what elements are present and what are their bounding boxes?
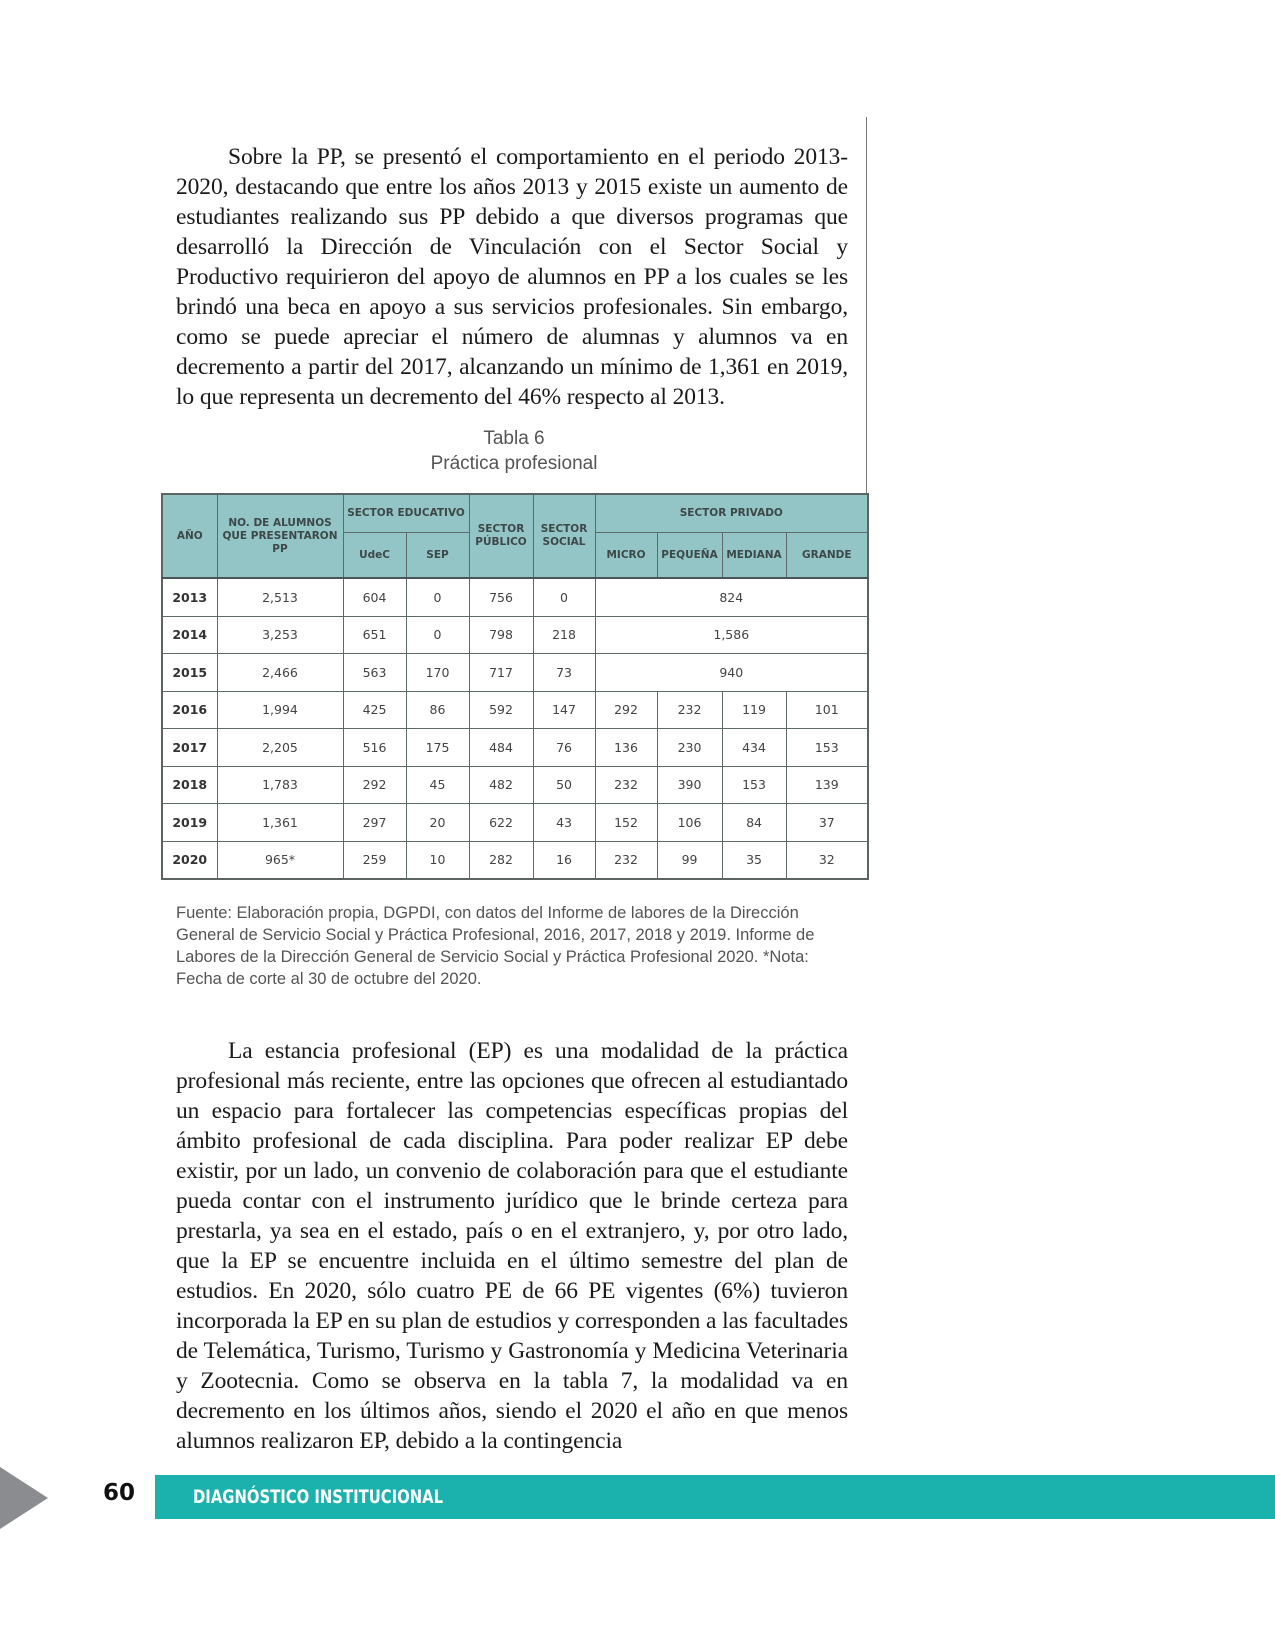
header-students: NO. DE ALUMNOS QUE PRESENTARON PP (217, 494, 343, 578)
cell-sep: 45 (406, 766, 469, 804)
cell-sep: 175 (406, 729, 469, 767)
cell-privado-total: 824 (595, 578, 868, 616)
cell-micro: 232 (595, 841, 657, 879)
cell-sep: 170 (406, 654, 469, 692)
table-row (162, 616, 868, 654)
cell-sep: 86 (406, 691, 469, 729)
header-sep: SEP (406, 533, 469, 579)
cell-pequena: 390 (657, 766, 722, 804)
cell-sep: 0 (406, 578, 469, 616)
cell-udec: 604 (343, 578, 406, 616)
cell-micro: 152 (595, 804, 657, 842)
header-sector-publico: SECTOR PÚBLICO (469, 494, 533, 578)
cell-students: 965* (217, 841, 343, 879)
header-udec: UdeC (343, 533, 406, 579)
cell-year: 2017 (162, 729, 217, 767)
cell-students: 1,994 (217, 691, 343, 729)
cell-publico: 622 (469, 804, 533, 842)
cell-udec: 651 (343, 616, 406, 654)
page-number: 60 (103, 1480, 136, 1506)
table-row (162, 578, 868, 616)
cell-udec: 516 (343, 729, 406, 767)
cell-sep: 0 (406, 616, 469, 654)
cell-grande: 139 (786, 766, 868, 804)
cell-year: 2018 (162, 766, 217, 804)
cell-grande: 153 (786, 729, 868, 767)
cell-mediana: 119 (722, 691, 786, 729)
cell-social: 147 (533, 691, 595, 729)
cell-micro: 136 (595, 729, 657, 767)
estancia-paragraph: La estancia profesional (EP) es una modalidad de la práctica profesional más reciente, entre las opciones que ofrecen al estudiantado un espacio para fortalecer las competencias específicas propias del ámbito profesional de cada disciplina. Para poder realizar EP debe existir, por un lado, un convenio de colaboración para que el estudiante pueda contar con el instrumento jurídico que le brinde certeza para prestarla, ya sea en el estado, país o en el extranjero, y, por otro lado, que la EP se encuentre incluida en el último semestre del plan de estudios. En 2020, sólo cuatro PE de 66 PE vigentes (6%) tuvieron incorporada la EP en su plan de estudios y corresponden a las facultades de Telemática, Turismo, Turismo y Gastronomía y Medicina Veterinaria y Zootecnia. Como se observa en la tabla 7, la modalidad va en decremento en los últimos años, siendo el 2020 el año en que menos alumnos realizaron EP, debido a la contingencia (176, 1037, 848, 1454)
cell-year: 2013 (162, 578, 217, 616)
cell-year: 2020 (162, 841, 217, 879)
header-sector-educativo: SECTOR EDUCATIVO (343, 494, 469, 533)
cell-publico: 282 (469, 841, 533, 879)
cell-publico: 756 (469, 578, 533, 616)
cell-micro: 232 (595, 766, 657, 804)
table-caption-number: Tabla 6 (483, 428, 545, 449)
cell-students: 2,205 (217, 729, 343, 767)
cell-publico: 798 (469, 616, 533, 654)
cell-micro: 292 (595, 691, 657, 729)
cell-social: 73 (533, 654, 595, 692)
cell-mediana: 35 (722, 841, 786, 879)
cell-publico: 482 (469, 766, 533, 804)
cell-mediana: 84 (722, 804, 786, 842)
cell-year: 2019 (162, 804, 217, 842)
cell-social: 76 (533, 729, 595, 767)
cell-pequena: 99 (657, 841, 722, 879)
cell-mediana: 434 (722, 729, 786, 767)
cell-privado-total: 940 (595, 654, 868, 692)
cell-sep: 10 (406, 841, 469, 879)
cell-udec: 297 (343, 804, 406, 842)
table-row (162, 804, 868, 842)
cell-publico: 592 (469, 691, 533, 729)
table-caption-title: Práctica profesional (430, 453, 598, 474)
table-row (162, 654, 868, 692)
cell-sep: 20 (406, 804, 469, 842)
cell-social: 218 (533, 616, 595, 654)
header-sector-social: SECTOR SOCIAL (533, 494, 595, 578)
cell-social: 50 (533, 766, 595, 804)
cell-students: 1,361 (217, 804, 343, 842)
footer-section-bar (155, 1475, 1275, 1519)
table-row (162, 766, 868, 804)
cell-students: 2,513 (217, 578, 343, 616)
cell-grande: 37 (786, 804, 868, 842)
cell-publico: 484 (469, 729, 533, 767)
cell-grande: 101 (786, 691, 868, 729)
cell-year: 2016 (162, 691, 217, 729)
table-row (162, 691, 868, 729)
table-row (162, 841, 868, 879)
cell-pequena: 106 (657, 804, 722, 842)
table-row (162, 729, 868, 767)
cell-year: 2015 (162, 654, 217, 692)
header-pequena: PEQUEÑA (657, 533, 722, 579)
cell-mediana: 153 (722, 766, 786, 804)
cell-pequena: 230 (657, 729, 722, 767)
cell-students: 1,783 (217, 766, 343, 804)
cell-privado-total: 1,586 (595, 616, 868, 654)
cell-publico: 717 (469, 654, 533, 692)
cell-pequena: 232 (657, 691, 722, 729)
cell-udec: 259 (343, 841, 406, 879)
cell-udec: 292 (343, 766, 406, 804)
cell-social: 43 (533, 804, 595, 842)
triangle-marker-icon (0, 1467, 48, 1529)
header-micro: MICRO (595, 533, 657, 579)
header-mediana: MEDIANA (722, 533, 786, 579)
cell-udec: 425 (343, 691, 406, 729)
header-sector-privado: SECTOR PRIVADO (595, 494, 868, 533)
table-source-note: Fuente: Elaboración propia, DGPDI, con datos del Informe de labores de la Dirección General de Servicio Social y Práctica Profesional, 2016, 2017, 2018 y 2019. Informe de Labores de la Dirección General de Servicio Social y Práctica Profesional 2020. *Nota: Fecha de corte al 30 de octubre del 2020. (176, 904, 815, 988)
cell-year: 2014 (162, 616, 217, 654)
cell-students: 3,253 (217, 616, 343, 654)
header-grande: GRANDE (786, 533, 868, 579)
cell-social: 16 (533, 841, 595, 879)
intro-paragraph: Sobre la PP, se presentó el comportamiento en el periodo 2013-2020, destacando que entre los años 2013 y 2015 existe un aumento de estudiantes realizando sus PP debido a que diversos programas que desarrolló la Dirección de Vinculación con el Sector Social y Productivo requirieron del apoyo de alumnos en PP a los cuales se les brindó una beca en apoyo a sus servicios profesionales. Sin embargo, como se puede apreciar el número de alumnas y alumnos va en decremento a partir del 2017, alcanzando un mínimo de 1,361 en 2019, lo que representa un decremento del 46% respecto al 2013. (176, 143, 848, 410)
cell-students: 2,466 (217, 654, 343, 692)
practica-profesional-table (161, 493, 869, 880)
cell-udec: 563 (343, 654, 406, 692)
cell-grande: 32 (786, 841, 868, 879)
footer-section-title: DIAGNÓSTICO INSTITUCIONAL (193, 1486, 444, 1508)
header-year: AÑO (162, 494, 217, 578)
cell-social: 0 (533, 578, 595, 616)
